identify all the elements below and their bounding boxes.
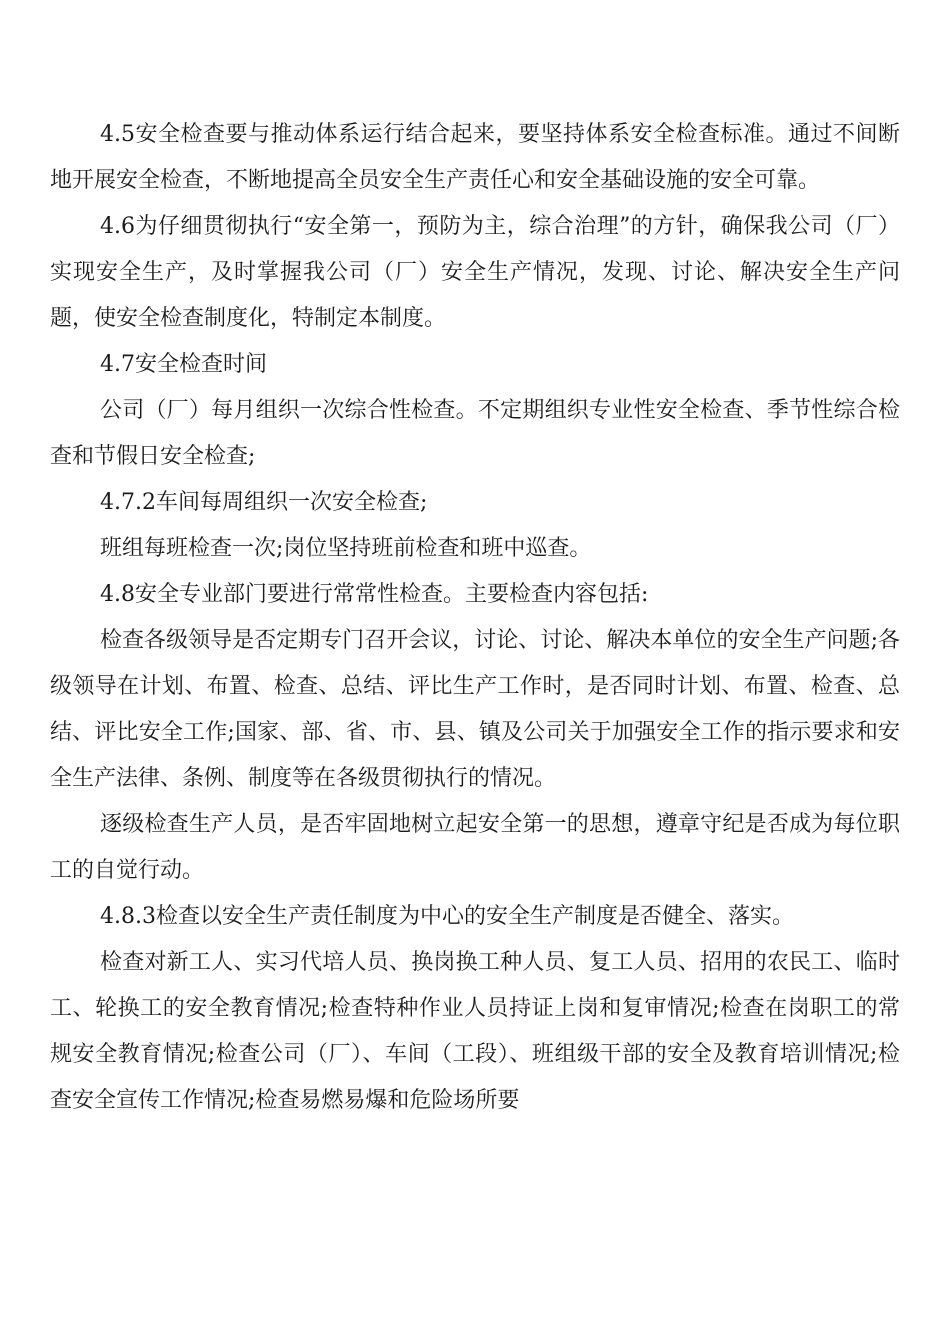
paragraph-4-5: 4.5安全检查要与推动体系运行结合起来，要坚持体系安全检查标准。通过不间断地开展安全检查，不断地提高全员安全生产责任心和安全基础设施的安全可靠。 bbox=[50, 122, 900, 193]
paragraph-4-7-heading: 4.7安全检查时间 bbox=[100, 352, 267, 377]
paragraph-shift-inspection: 班组每班检查一次;岗位坚持班前检查和班中巡查。 bbox=[100, 536, 592, 561]
paragraph-staff-check: 逐级检查生产人员，是否牢固地树立起安全第一的思想，遵章守纪是否成为每位职工的自觉行动。 bbox=[50, 812, 900, 883]
paragraph-monthly-inspection: 公司（厂）每月组织一次综合性检查。不定期组织专业性安全检查、季节性综合检查和节假日安全检查; bbox=[50, 398, 900, 469]
document-page bbox=[50, 112, 900, 1124]
paragraph-4-7-2: 4.7.2车间每周组织一次安全检查; bbox=[100, 490, 428, 515]
paragraph-education-check: 检查对新工人、实习代培人员、换岗换工种人员、复工人员、招用的农民工、临时工、轮换工的安全教育情况;检查特种作业人员持证上岗和复审情况;检查在岗职工的常规安全教育情况;检查公司（厂）、车间（工段）、班组级干部的安全及教育培训情况;检查安全宣传工作情况;检查易燃易爆和危险场所要 bbox=[50, 950, 900, 1113]
paragraph-4-6: 4.6为仔细贯彻执行“安全第一，预防为主，综合治理”的方针，确保我公司（厂）实现安全生产，及时掌握我公司（厂）安全生产情况，发现、讨论、解决安全生产问题，使安全检查制度化，特制定本制度。 bbox=[50, 214, 900, 331]
paragraph-4-8-3: 4.8.3检查以安全生产责任制度为中心的安全生产制度是否健全、落实。 bbox=[100, 904, 794, 929]
paragraph-4-8: 4.8安全专业部门要进行常常性检查。主要检查内容包括: bbox=[100, 582, 649, 607]
paragraph-leadership-check: 检查各级领导是否定期专门召开会议，讨论、讨论、解决本单位的安全生产问题;各级领导在计划、布置、检查、总结、评比生产工作时，是否同时计划、布置、检查、总结、评比安全工作;国家、部、省、市、县、镇及公司关于加强安全工作的指示要求和安全生产法律、条例、制度等在各级贯彻执行的情况。 bbox=[50, 628, 900, 791]
